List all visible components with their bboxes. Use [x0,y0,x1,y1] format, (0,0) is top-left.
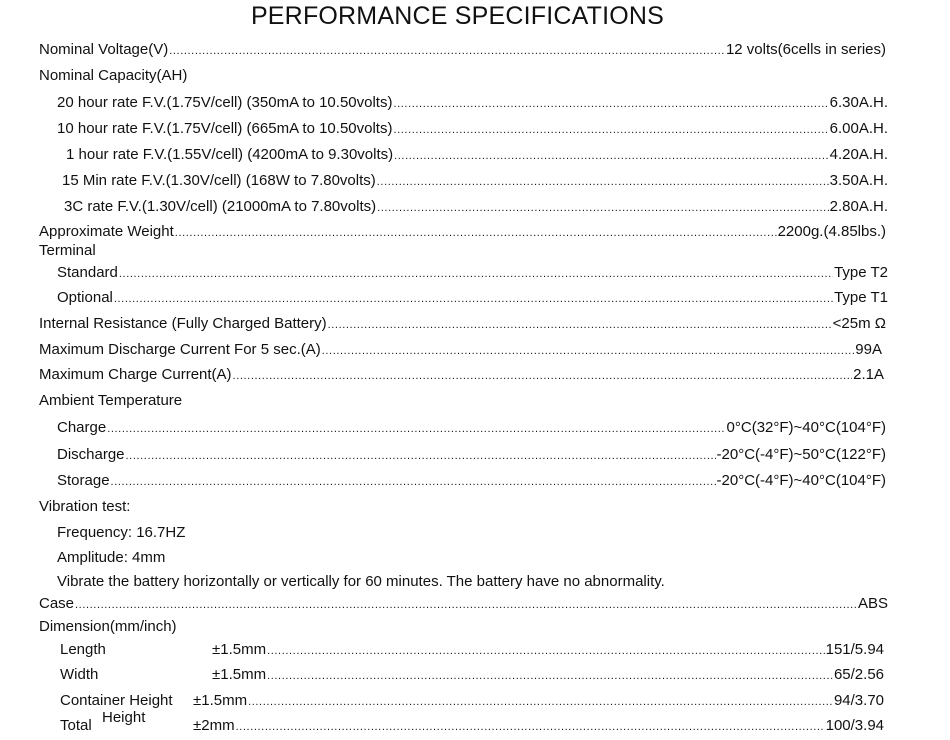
dot-leader [322,342,855,360]
capacity-rate-row [66,146,888,165]
dot-leader [233,367,853,385]
spec-value: -20°C(-4°F)~40°C(104°F) [716,472,886,489]
spec-value: 3.50A.H. [829,172,888,189]
dot-leader [267,667,833,685]
dot-leader [175,224,777,242]
spec-label: 15 Min rate F.V.(1.30V/cell) (168W to 7.80volts) [62,172,376,189]
spec-label: Optional [57,289,113,306]
dimension-tolerance: ±1.5mm [193,692,248,709]
dimension-tolerance: ±1.5mm [212,641,267,658]
spec-value: 4.20A.H. [829,146,888,163]
dot-leader [377,173,829,191]
spec-label: 20 hour rate F.V.(1.75V/cell) (350mA to 10.50volts) [57,94,393,111]
dimension-label-height-part: Height [102,709,146,726]
dimension-length-row [60,641,884,660]
spec-label: Approximate Weight [39,223,174,240]
spec-value: 2.80A.H. [829,198,888,215]
dot-leader [393,121,828,139]
page-title: PERFORMANCE SPECIFICATIONS [250,2,665,30]
dimension-label: Container Height [60,692,173,709]
spec-value: 2.1A [853,366,884,383]
spec-temperature-discharge [57,446,886,465]
dot-leader [107,420,725,438]
spec-label: 3C rate F.V.(1.30V/cell) (21000mA to 7.80volts) [64,198,377,215]
spec-terminal-standard [57,264,888,283]
spec-terminal-optional [57,289,888,308]
spec-max-charge-current [39,366,884,385]
spec-internal-resistance [39,315,886,334]
spec-value: Type T1 [834,289,888,306]
spec-value: 99A [855,341,882,358]
spec-temperature-storage [57,472,886,491]
dimension-value: 100/3.94 [825,717,884,734]
dimension-tolerance: ±2mm [193,717,235,734]
capacity-rate-row [57,94,888,113]
spec-case [39,595,888,614]
spec-label: Maximum Charge Current(A) [39,366,232,383]
spec-label: Internal Resistance (Fully Charged Battery) [39,315,327,332]
dot-leader [111,473,716,491]
spec-temperature-charge [57,419,886,438]
spec-label: Nominal Voltage(V) [39,41,169,58]
dot-leader [126,447,716,465]
spec-label: Discharge [57,446,125,463]
dot-leader [169,42,725,60]
dimension-label: Width [60,666,99,683]
spec-label: Charge [57,419,107,436]
spec-label: Standard [57,264,118,281]
spec-value: Type T2 [834,264,888,281]
spec-nominal-voltage [39,41,886,60]
dot-leader [267,642,825,660]
spec-label: Maximum Discharge Current For 5 sec.(A) [39,341,321,358]
section-heading-nominal-capacity: Nominal Capacity(AH) [39,67,188,84]
spec-label: 10 hour rate F.V.(1.75V/cell) (665mA to 10.50volts) [57,120,393,137]
spec-value: 12 volts(6cells in series) [725,41,886,58]
spec-approximate-weight [39,223,886,242]
dimension-value: 151/5.94 [825,641,884,658]
dimension-label: Length [60,641,106,658]
dot-leader [236,718,825,736]
dimension-width-row [60,666,884,685]
spec-value: <25m Ω [832,315,886,332]
capacity-rate-row [62,172,888,191]
spec-label: 1 hour rate F.V.(1.55V/cell) (4200mA to 9.30volts) [66,146,394,163]
dimension-total-height-row [60,717,884,736]
dimension-container-height-row [60,692,884,711]
dot-leader [119,265,833,283]
spec-value: 6.30A.H. [829,94,888,111]
dimension-value: 94/3.70 [833,692,884,709]
capacity-rate-row [57,120,888,139]
spec-label: Case [39,595,75,612]
vibration-description: Vibrate the battery horizontally or vertically for 60 minutes. The battery have no abnormality. [57,573,665,590]
dimension-tolerance: ±1.5mm [212,666,267,683]
section-heading-dimension: Dimension(mm/inch) [39,618,177,635]
spec-value: -20°C(-4°F)~50°C(122°F) [716,446,886,463]
section-heading-vibration-test: Vibration test: [39,498,131,515]
vibration-amplitude: Amplitude: 4mm [57,549,166,566]
dot-leader [114,290,833,308]
spec-label: Storage [57,472,110,489]
vibration-frequency: Frequency: 16.7HZ [57,524,186,541]
dot-leader [328,316,832,334]
spec-value: ABS [857,595,888,612]
dimension-value: 65/2.56 [833,666,884,683]
dot-leader [377,199,829,217]
spec-value: 6.00A.H. [829,120,888,137]
dot-leader [248,693,833,711]
section-heading-ambient-temperature: Ambient Temperature [39,392,183,409]
dot-leader [394,147,829,165]
spec-max-discharge-current [39,341,882,360]
dot-leader [393,95,828,113]
section-heading-terminal: Terminal [39,242,96,259]
spec-value: 0°C(32°F)~40°C(104°F) [726,419,886,436]
dot-leader [75,596,857,614]
dimension-label: Total [60,717,92,734]
spec-value: 2200g.(4.85lbs.) [777,223,886,240]
capacity-rate-row [64,198,888,217]
